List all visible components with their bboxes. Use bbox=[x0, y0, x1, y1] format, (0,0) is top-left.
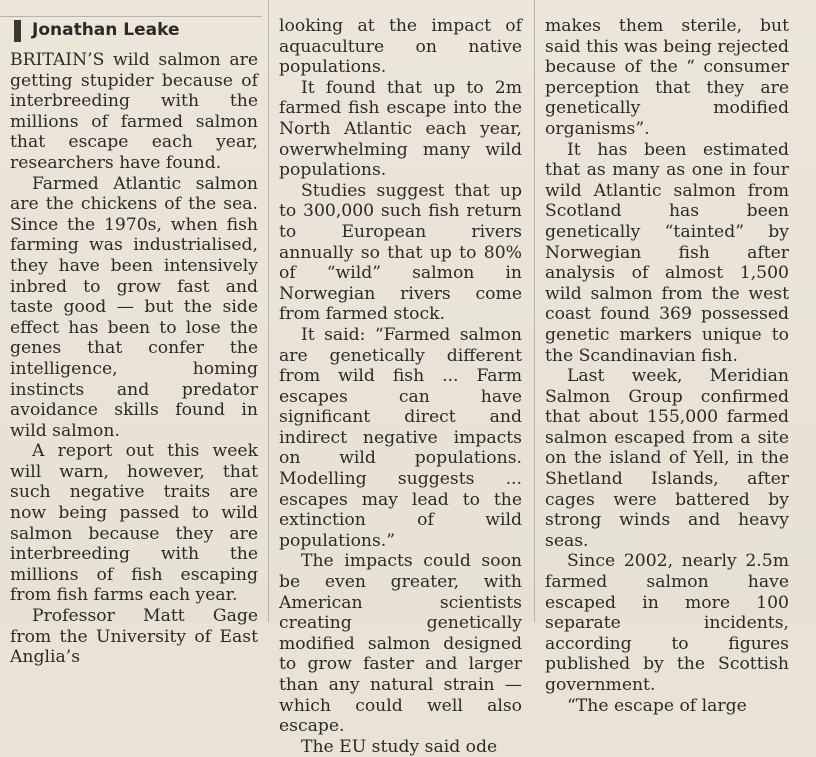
byline-name: Jonathan Leake bbox=[32, 20, 180, 40]
article-paragraph: Studies suggest that up to 300,000 such fish return to European rivers annually so that up to 80% of “wild” salmon in Norwegian rivers come from farmed stock. bbox=[279, 180, 522, 325]
top-rule bbox=[0, 16, 262, 17]
article-paragraph: The EU study said ode bbox=[301, 736, 498, 757]
article-paragraph: BRITAIN’S wild salmon are getting stupider because of interbreeding with the millions of farmed salmon that escape each year, researchers have found. bbox=[10, 50, 258, 173]
article-column-2 bbox=[279, 16, 522, 757]
byline bbox=[14, 18, 260, 46]
article-paragraph: It said: “Farmed salmon are genetically different from wild fish ... Farm escapes can have significant direct and indirect negative impacts on wild populations. Modelling suggests ... escapes may lead to the extinction of wild populations.” bbox=[279, 324, 522, 551]
column-divider-2 bbox=[534, 0, 535, 622]
article-paragraph: The impacts could soon be even greater, with American scientists creating genetically modified salmon designed to grow faster and larger than any natural strain — which could well also escape. bbox=[279, 551, 522, 737]
article-paragraph: A report out this week will warn, however, that such negative traits are now being passed to wild salmon because they are interbreeding with the millions of fish escaping from fish farms each year. bbox=[10, 441, 258, 606]
article-column-1 bbox=[10, 50, 258, 668]
article-paragraph: Since 2002, nearly 2.5m farmed salmon have escaped in more 100 separate incidents, according to figures published by the Scottish government. bbox=[545, 551, 789, 695]
article-paragraph: looking at the impact of aquaculture on native populations. bbox=[279, 16, 522, 78]
article-paragraph: It found that up to 2m farmed fish escape into the North Atlantic each year, owerwhelming many wild populations. bbox=[279, 77, 522, 181]
article-paragraph: makes them sterile, but said this was being rejected because of the “ consumer perception that they are genetically modified organisms”. bbox=[545, 16, 789, 139]
article-paragraph: Professor Matt Gage from the University of East Anglia’s bbox=[10, 606, 258, 668]
article-column-3 bbox=[545, 16, 789, 716]
article-paragraph: It has been estimated that as many as one in four wild Atlantic salmon from Scotland has been genetically “tainted” by Norwegian fish after analysis of almost 1,500 wild salmon from the west coast found 369 possessed genetic markers unique to the Scandinavian fish. bbox=[545, 139, 789, 366]
article-paragraph: Last week, Meridian Salmon Group confirmed that about 155,000 farmed salmon escaped from a site on the island of Yell, in the Shetland Islands, after cages were battered by strong winds and heavy seas. bbox=[545, 366, 789, 551]
article-paragraph: “The escape of large bbox=[567, 695, 747, 716]
article-paragraph: Farmed Atlantic salmon are the chickens of the sea. Since the 1970s, when fish farming was industrialised, they have been intensively inbred to grow fast and taste good — but the side effect has been to lose the genes that confer the intelligence, homing instincts and predator avoidance skills found in wild salmon. bbox=[10, 173, 258, 441]
byline-bar-icon bbox=[14, 20, 21, 42]
column-divider-1 bbox=[268, 0, 269, 622]
